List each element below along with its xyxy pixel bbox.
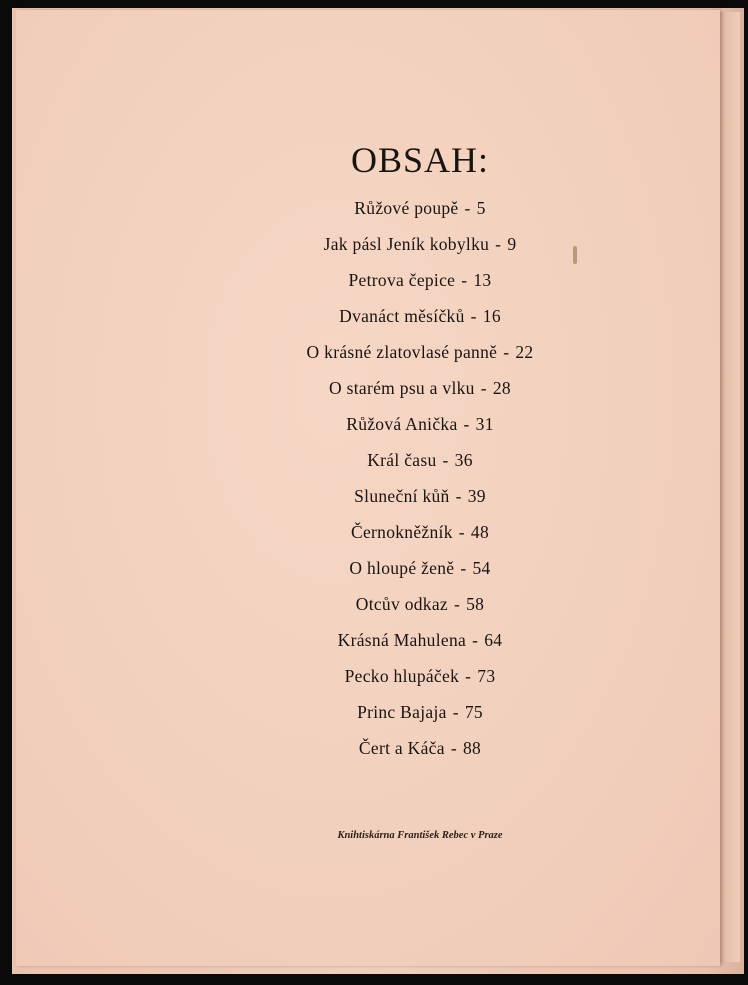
entry-separator: - [463, 414, 470, 434]
entry-separator: - [495, 234, 502, 254]
entry-title: Pecko hlupáček [344, 666, 460, 686]
entry-title: O starém psu a vlku [329, 378, 475, 398]
entry-separator: - [452, 702, 459, 722]
entry-separator: - [460, 558, 467, 578]
entry-separator: - [461, 270, 468, 290]
toc-entry [0, 478, 748, 514]
entry-page: 58 [466, 594, 485, 614]
entry-title: O krásné zlatovlasé panně [306, 342, 498, 362]
entry-separator: - [480, 378, 487, 398]
toc-entry [0, 550, 748, 586]
entry-separator: - [503, 342, 510, 362]
entry-title: Král času [367, 450, 437, 470]
entry-title: Otcův odkaz [355, 594, 448, 614]
entry-separator: - [458, 522, 465, 542]
entry-page: 75 [464, 702, 483, 722]
toc-title: OBSAH: [350, 140, 490, 180]
entry-page: 73 [477, 666, 496, 686]
toc-entry [0, 370, 748, 406]
toc-entry [0, 406, 748, 442]
toc-entry [0, 190, 748, 226]
entry-page: 13 [473, 270, 492, 290]
toc-entry [0, 298, 748, 334]
entry-page: 5 [476, 198, 486, 218]
entry-title: Růžová Anička [346, 414, 458, 434]
entry-title: Jak pásl Jeník kobylku [323, 234, 490, 254]
entry-title: Čert a Káča [358, 738, 445, 758]
entry-page: 39 [467, 486, 486, 506]
entry-separator: - [442, 450, 449, 470]
entry-title: Sluneční kůň [354, 486, 450, 506]
entry-separator: - [455, 486, 462, 506]
entry-page: 36 [454, 450, 473, 470]
toc-entry [0, 694, 748, 730]
entry-page: 64 [484, 630, 503, 650]
entry-title: Petrova čepice [348, 270, 456, 290]
entry-page: 31 [475, 414, 494, 434]
entry-separator: - [450, 738, 457, 758]
entry-separator: - [470, 306, 477, 326]
entry-title: Růžové poupě [354, 198, 459, 218]
entry-title: Princ Bajaja [357, 702, 447, 722]
entry-separator: - [453, 594, 461, 614]
entry-page: 9 [507, 234, 517, 254]
toc-entry [0, 730, 748, 766]
entry-page: 16 [482, 306, 501, 326]
entry-title: O hloupé ženě [349, 558, 455, 578]
toc-entry [0, 262, 748, 298]
entry-page: 48 [470, 522, 489, 542]
toc-entry [0, 586, 748, 622]
toc-entry [0, 514, 748, 550]
toc-entry [0, 226, 748, 262]
toc-entry [0, 334, 748, 370]
entry-page: 88 [462, 738, 482, 758]
table-of-contents [0, 140, 748, 766]
entry-title: Krásná Mahulena [337, 630, 467, 650]
toc-entry [0, 658, 748, 694]
toc-list [0, 190, 748, 766]
entry-separator: - [465, 666, 472, 686]
toc-entry [0, 442, 748, 478]
entry-title: Dvanáct měsíčků [339, 306, 465, 326]
toc-entry [0, 622, 748, 658]
entry-page: 54 [472, 558, 491, 578]
entry-title: Černokněžník [350, 522, 453, 542]
entry-page: 28 [492, 378, 511, 398]
entry-page: 22 [515, 342, 534, 362]
printer-imprint: Knihtiskárna František Rebec v Praze [337, 830, 503, 841]
entry-separator: - [472, 630, 479, 650]
entry-separator: - [464, 198, 471, 218]
